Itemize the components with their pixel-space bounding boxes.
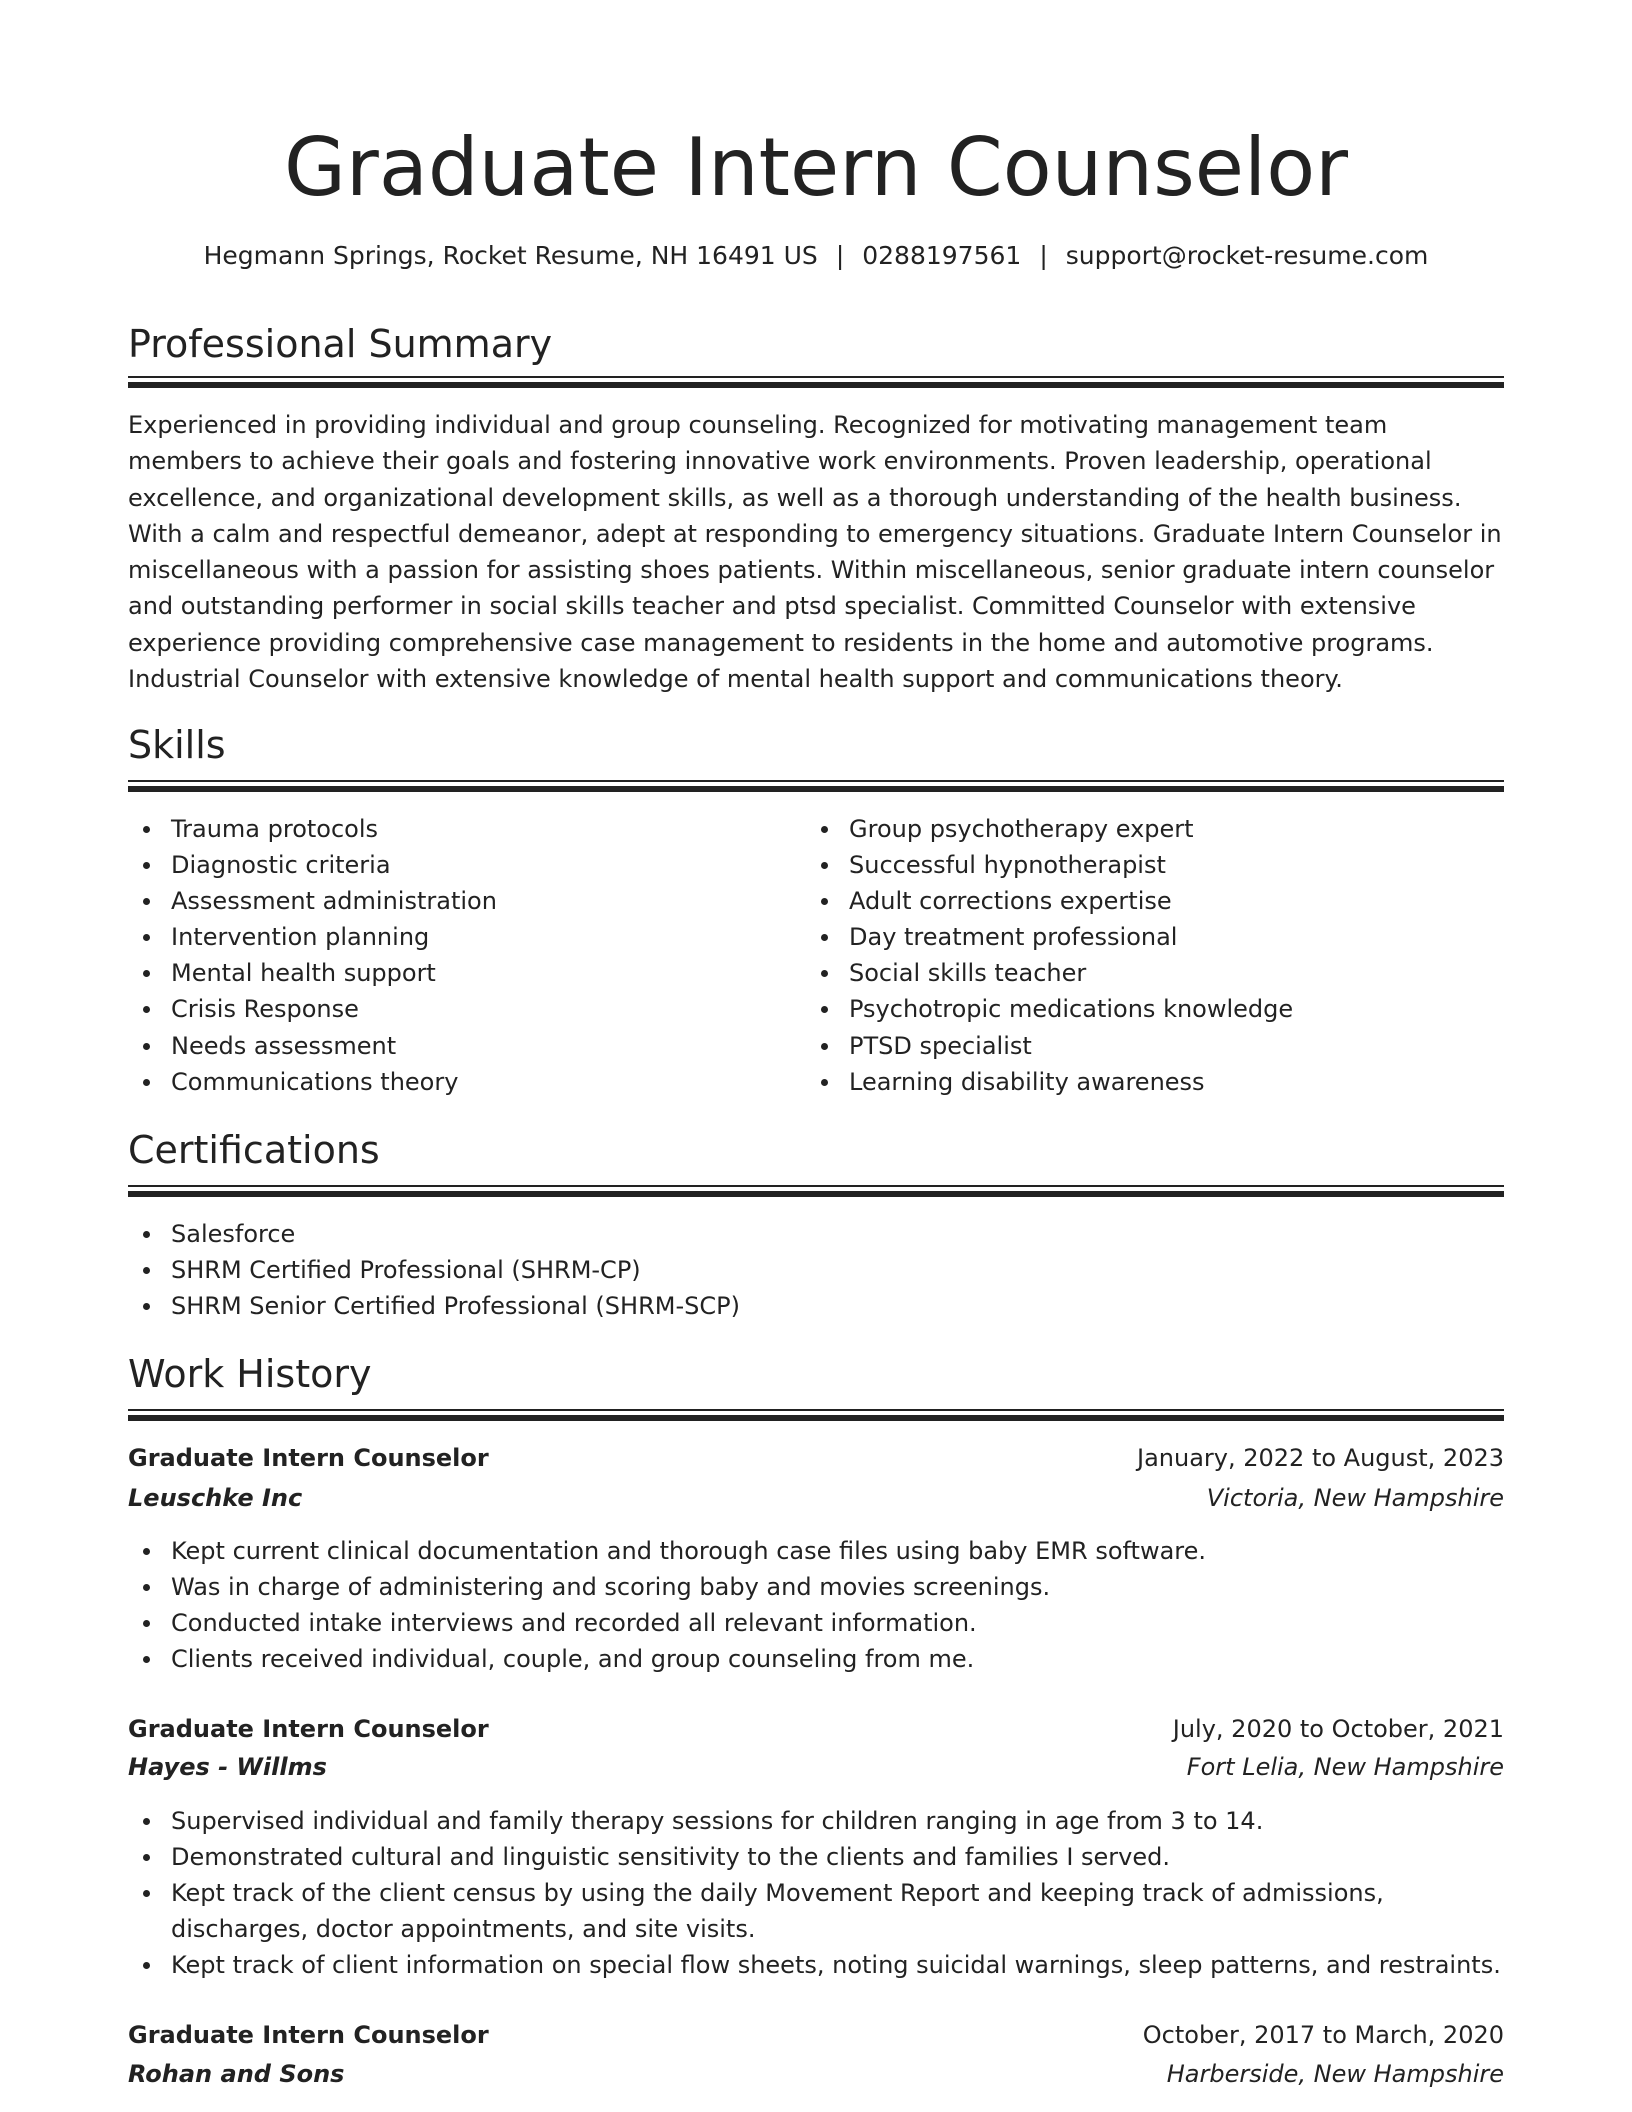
skill-item: Day treatment professional — [806, 919, 1504, 955]
job-bullet: Supervised individual and family therapy sessions for children ranging in age from 3 to 14. — [128, 1803, 1504, 1839]
summary-text: Experienced in providing individual and group counseling. Recognized for motivating management team members to achieve their goals and fostering innovative work environments. Proven leadership, operational excellence, and organizational development skills, as well as a thorough understanding of the health business. With a calm and respectful demeanor, adept at responding to emergency situations. Graduate Intern Counselor in miscellaneous with a passion for assisting shoes patients. Within miscellaneous, senior graduate intern counselor and outstanding performer in social skills teacher and ptsd specialist. Committed Counselor with extensive experience providing comprehensive case management to residents in the home and automotive programs. Industrial Counselor with extensive knowledge of mental health support and communications theory. — [128, 411, 1502, 694]
skill-item: Communications theory — [128, 1064, 798, 1100]
skill-item: Group psychotherapy expert — [806, 811, 1504, 847]
section-divider — [128, 780, 1504, 794]
section-title-work-history: Work History — [128, 1352, 372, 1396]
candidate-name: Graduate Intern Counselor — [283, 121, 1349, 214]
skill-item: PTSD specialist — [806, 1028, 1504, 1064]
job-title: Graduate Intern Counselor — [128, 1444, 489, 1472]
skill-item: Mental health support — [128, 955, 798, 991]
job-title: Graduate Intern Counselor — [128, 2021, 489, 2049]
section-title-certifications: Certifications — [128, 1128, 380, 1172]
skill-item: Trauma protocols — [128, 811, 798, 847]
job-bullet: Demonstrated cultural and linguistic sensitivity to the clients and families I served. — [128, 1839, 1504, 1875]
job-company: Rohan and Sons — [128, 2060, 345, 2088]
job-bullet: Kept current clinical documentation and thorough case files using baby EMR software. — [128, 1533, 1504, 1569]
job-bullets — [128, 1803, 1504, 1983]
contact-address: Hegmann Springs, Rocket Resume, NH 16491 US — [203, 241, 818, 270]
skill-item: Social skills teacher — [806, 955, 1504, 991]
contact-separator: | — [835, 241, 845, 270]
job-dates: January, 2022 to August, 2023 — [1137, 1444, 1504, 1472]
contact-line — [128, 238, 1504, 274]
job-bullet: Was in charge of administering and scoring baby and movies screenings. — [128, 1569, 1504, 1605]
certifications-list — [128, 1216, 1504, 1324]
section-title-summary: Professional Summary — [128, 322, 553, 366]
skill-item: Diagnostic criteria — [128, 847, 798, 883]
job-location: Harberside, New Hampshire — [1166, 2060, 1504, 2088]
section-divider — [128, 1409, 1504, 1423]
job-company: Leuschke Inc — [128, 1484, 303, 1512]
job-bullet: Kept track of the client census by using the daily Movement Report and keeping track of admissions, discharges, doctor appointments, and site visits. — [128, 1875, 1504, 1947]
certification-item: Salesforce — [128, 1216, 1504, 1252]
section-divider — [128, 1185, 1504, 1199]
skills-list-left — [128, 811, 798, 1100]
skills-list-right — [806, 811, 1504, 1100]
job-title: Graduate Intern Counselor — [128, 1715, 489, 1743]
skill-item: Psychotropic medications knowledge — [806, 991, 1504, 1027]
contact-email: support@rocket-resume.com — [1065, 241, 1429, 270]
contact-separator: | — [1039, 241, 1048, 270]
job-location: Victoria, New Hampshire — [1206, 1484, 1504, 1512]
skill-item: Successful hypnotherapist — [806, 847, 1504, 883]
job-bullets — [128, 1533, 1504, 1677]
skill-item: Crisis Response — [128, 991, 798, 1027]
section-divider — [128, 376, 1504, 390]
skill-item: Needs assessment — [128, 1028, 798, 1064]
section-title-skills: Skills — [128, 723, 226, 767]
job-bullet: Conducted intake interviews and recorded all relevant information. — [128, 1605, 1504, 1641]
job-company: Hayes - Willms — [128, 1753, 327, 1781]
skill-item: Assessment administration — [128, 883, 798, 919]
job-dates: July, 2020 to October, 2021 — [1172, 1715, 1504, 1743]
contact-phone: 0288197561 — [862, 241, 1022, 270]
skill-item: Intervention planning — [128, 919, 798, 955]
certification-item: SHRM Senior Certified Professional (SHRM-SCP) — [128, 1288, 1504, 1324]
skill-item: Adult corrections expertise — [806, 883, 1504, 919]
job-bullet: Clients received individual, couple, and group counseling from me. — [128, 1641, 1504, 1677]
certification-item: SHRM Certified Professional (SHRM-CP) — [128, 1252, 1504, 1288]
job-dates: October, 2017 to March, 2020 — [1142, 2021, 1504, 2049]
job-bullet: Kept track of client information on special flow sheets, noting suicidal warnings, sleep patterns, and restraints. — [128, 1947, 1504, 1983]
job-location: Fort Lelia, New Hampshire — [1186, 1753, 1504, 1781]
skill-item: Learning disability awareness — [806, 1064, 1504, 1100]
